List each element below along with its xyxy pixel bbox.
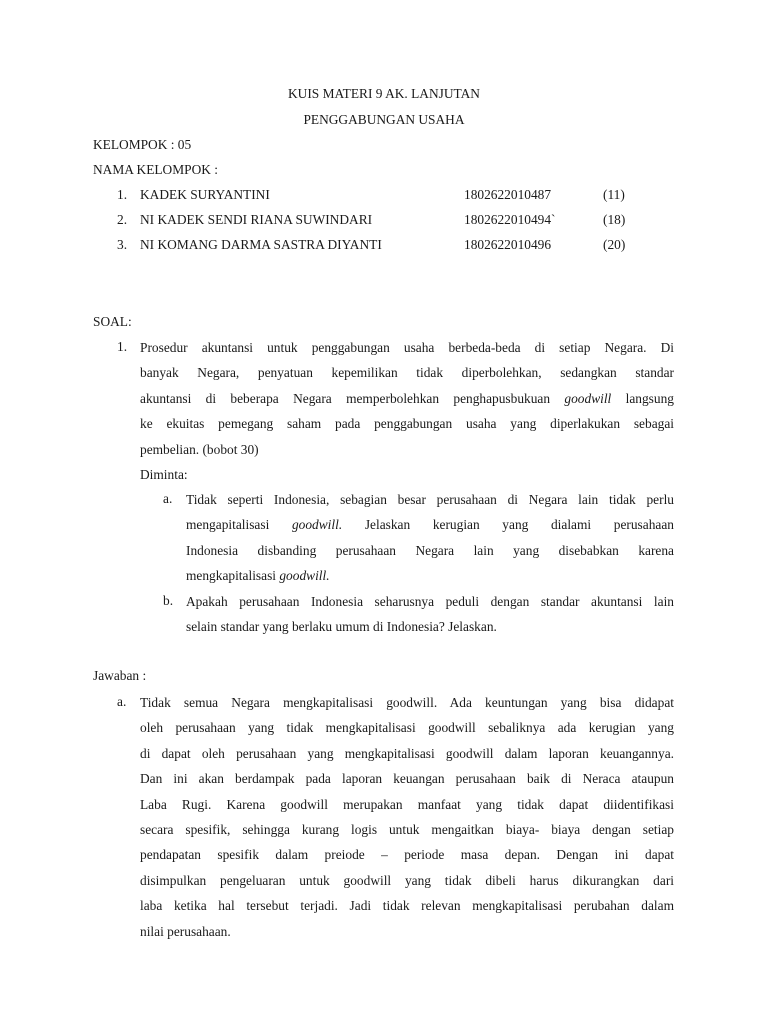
answer-line: secara spesifik, sehingga kurang logis untuk mengaitkan biaya- biaya dengan setiap bbox=[140, 822, 674, 838]
member-absen: (20) bbox=[603, 237, 626, 252]
question-line: banyak Negara, penyatuan kepemilikan tidak diperbolehkan, sedangkan standar bbox=[140, 365, 674, 381]
answer-label-a: a. bbox=[117, 694, 127, 709]
answer-heading: Jawaban : bbox=[93, 668, 147, 683]
answer-line: oleh perusahaan yang tidak mengkapitalisasi goodwill sebaliknya ada kerugian yang bbox=[140, 720, 674, 736]
document-subtitle: PENGGABUNGAN USAHA bbox=[303, 112, 465, 127]
answer-text bbox=[140, 690, 674, 944]
member-name: KADEK SURYANTINI bbox=[140, 187, 270, 202]
member-number: 2. bbox=[117, 212, 128, 227]
answer-line: Laba Rugi. Karena goodwill merupakan manfaat yang tidak dapat diidentifikasi bbox=[140, 796, 674, 812]
member-nim: 1802622010496 bbox=[464, 237, 552, 252]
member-absen: (18) bbox=[603, 212, 626, 227]
member-absen: (11) bbox=[603, 187, 625, 202]
question-text bbox=[140, 335, 674, 487]
member-name: NI KADEK SENDI RIANA SUWINDARI bbox=[140, 212, 373, 227]
question-line: ke ekuitas pemegang saham pada penggabungan usaha yang diperlakukan sebagai bbox=[140, 416, 674, 432]
answer-line: pendapatan spesifik dalam preiode – periode masa depan. Dengan ini dapat bbox=[140, 847, 674, 863]
soal-heading: SOAL: bbox=[93, 314, 132, 329]
answer-line: Tidak semua Negara mengkapitalisasi goodwill. Ada keuntungan yang bisa didapat bbox=[140, 695, 674, 710]
group-number: KELOMPOK : 05 bbox=[93, 137, 192, 152]
answer-line: disimpulkan pengeluaran untuk goodwill yang tidak dibeli harus dikurangkan dari bbox=[140, 872, 674, 888]
document-title: KUIS MATERI 9 AK. LANJUTAN bbox=[288, 86, 480, 101]
member-name: NI KOMANG DARMA SASTRA DIYANTI bbox=[140, 237, 382, 252]
answer-line: nilai perusahaan. bbox=[140, 923, 231, 939]
group-name-label: NAMA KELOMPOK : bbox=[93, 162, 218, 177]
goodwill-term: goodwill. bbox=[291, 517, 343, 533]
answer-line: Dan ini akan berdampak pada laporan keuangan perusahaan baik di Neraca ataupun bbox=[140, 771, 674, 787]
member-nim: 1802622010487 bbox=[464, 187, 552, 202]
goodwill-term: goodwill bbox=[564, 390, 612, 406]
answer-line: di dapat oleh perusahaan yang mengkapitalisasi goodwill dalam laporan keuangannya. bbox=[140, 745, 674, 761]
member-number: 3. bbox=[117, 237, 128, 252]
diminta-label: Diminta: bbox=[140, 467, 188, 483]
sub-question-label-a: a. bbox=[163, 491, 173, 506]
sub-question-label-b: b. bbox=[163, 593, 174, 608]
answer-line: laba ketika hal tersebut terjadi. Jadi tidak relevan mengkapitalisasi perubahan dalam bbox=[140, 898, 674, 914]
question-number: 1. bbox=[117, 339, 128, 354]
goodwill-term: goodwill. bbox=[279, 568, 330, 584]
sub-question-a: Tidak seperti Indonesia, sebagian besar perusahaan di Negara lain tidak perlu mengapitalisasi goodwill. Jelaskan kerugian yang dialami perusahaan Indonesia disbanding perusahaan Negara lain yang disebabkan karena mengkapitalisasi goodwill. bbox=[186, 492, 674, 584]
member-nim: 1802622010494` bbox=[464, 212, 556, 227]
member-number: 1. bbox=[117, 187, 128, 202]
question-line: akuntansi di beberapa Negara memperbolehkan penghapusbukuan goodwill langsung bbox=[140, 390, 674, 406]
question-line: pembelian. (bobot 30) bbox=[140, 441, 259, 457]
question-line: Prosedur akuntansi untuk penggabungan usaha berbeda-beda di setiap Negara. Di bbox=[140, 340, 674, 355]
sub-question-b: Apakah perusahaan Indonesia seharusnya peduli dengan standar akuntansi lain selain standar yang berlaku umum di Indonesia? Jelaskan. bbox=[186, 594, 674, 635]
